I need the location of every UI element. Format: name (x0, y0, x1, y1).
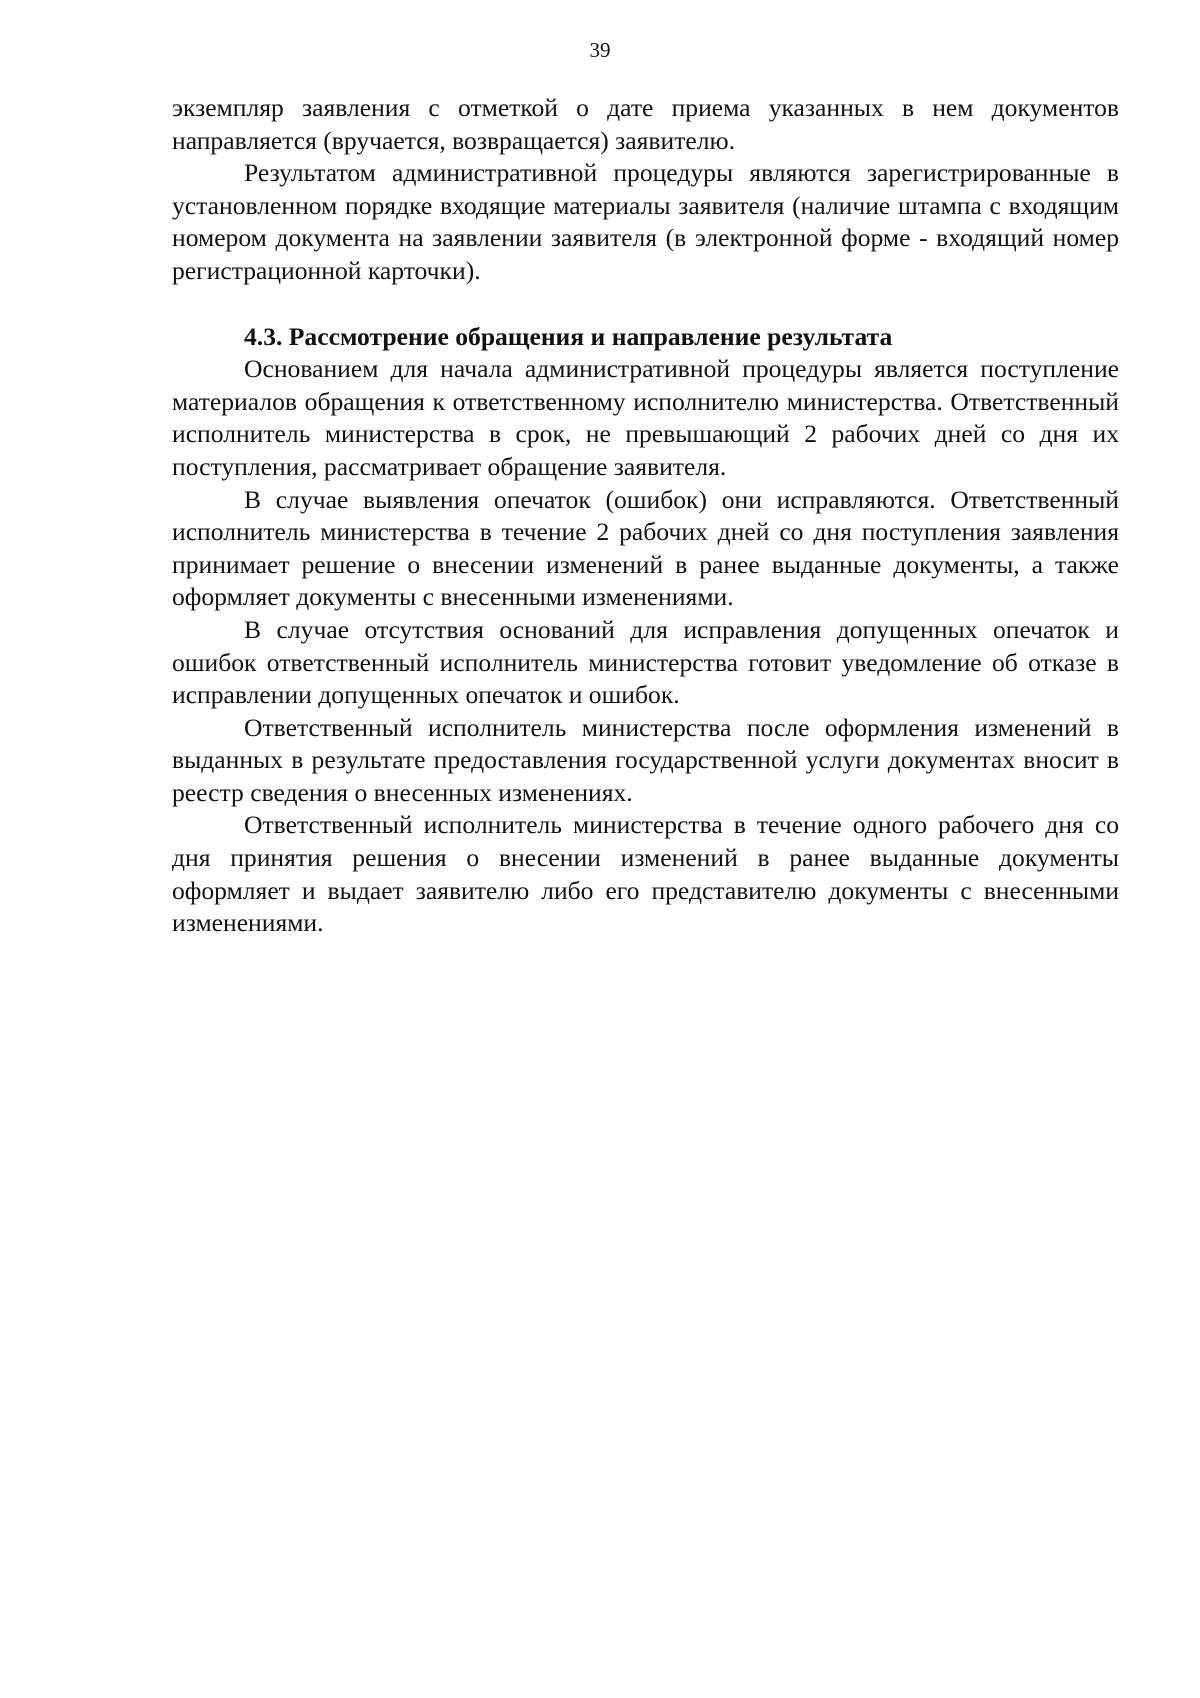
page-number: 39 (589, 38, 611, 62)
document-body (172, 92, 1119, 940)
paragraph-basis: Основанием для начала административной процедуры является поступление материалов обращения к ответственному исполнителю министерства. Ответственный исполнитель министерства в срок, не превышающий 2 рабочих дней со дня их поступления, рассматривает обращение заявителя. (172, 354, 1119, 481)
paragraph-refusal: В случае отсутствия оснований для исправления допущенных опечаток и ошибок ответственный исполнитель министерства готовит уведомление об отказе в исправлении допущенных опечаток и ошибок. (172, 614, 1119, 710)
paragraph-errors: В случае выявления опечаток (ошибок) они исправляются. Ответственный исполнитель министерства в течение 2 рабочих дней со дня поступления заявления принимает решение о внесении изменений в ранее выданные документы, а также оформляет документы с внесенными изменениями. (172, 484, 1119, 612)
paragraph-continuation: экземпляр заявления с отметкой о дате приема указанных в нем документов направляется (вручается, возвращается) заявителю. (172, 93, 1119, 155)
paragraph-result: Результатом административной процедуры являются зарегистрированные в установленном порядке входящие материалы заявителя (наличие штампа с входящим номером документа на заявлении заявителя (в электронной форме - входящий номер регистрационной карточки). (172, 158, 1119, 285)
section-heading: 4.3. Рассмотрение обращения и направление результата (244, 321, 893, 351)
paragraph-issue: Ответственный исполнитель министерства в течение одного рабочего дня со дня принятия решения о внесении изменений в ранее выданные документы оформляет и выдает заявителю либо его представителю документы с внесенными изменениями. (172, 810, 1119, 938)
paragraph-registry: Ответственный исполнитель министерства после оформления изменений в выданных в результате предоставления государственной услуги документах вносит в реестр сведения о внесенных изменениях. (172, 712, 1119, 807)
